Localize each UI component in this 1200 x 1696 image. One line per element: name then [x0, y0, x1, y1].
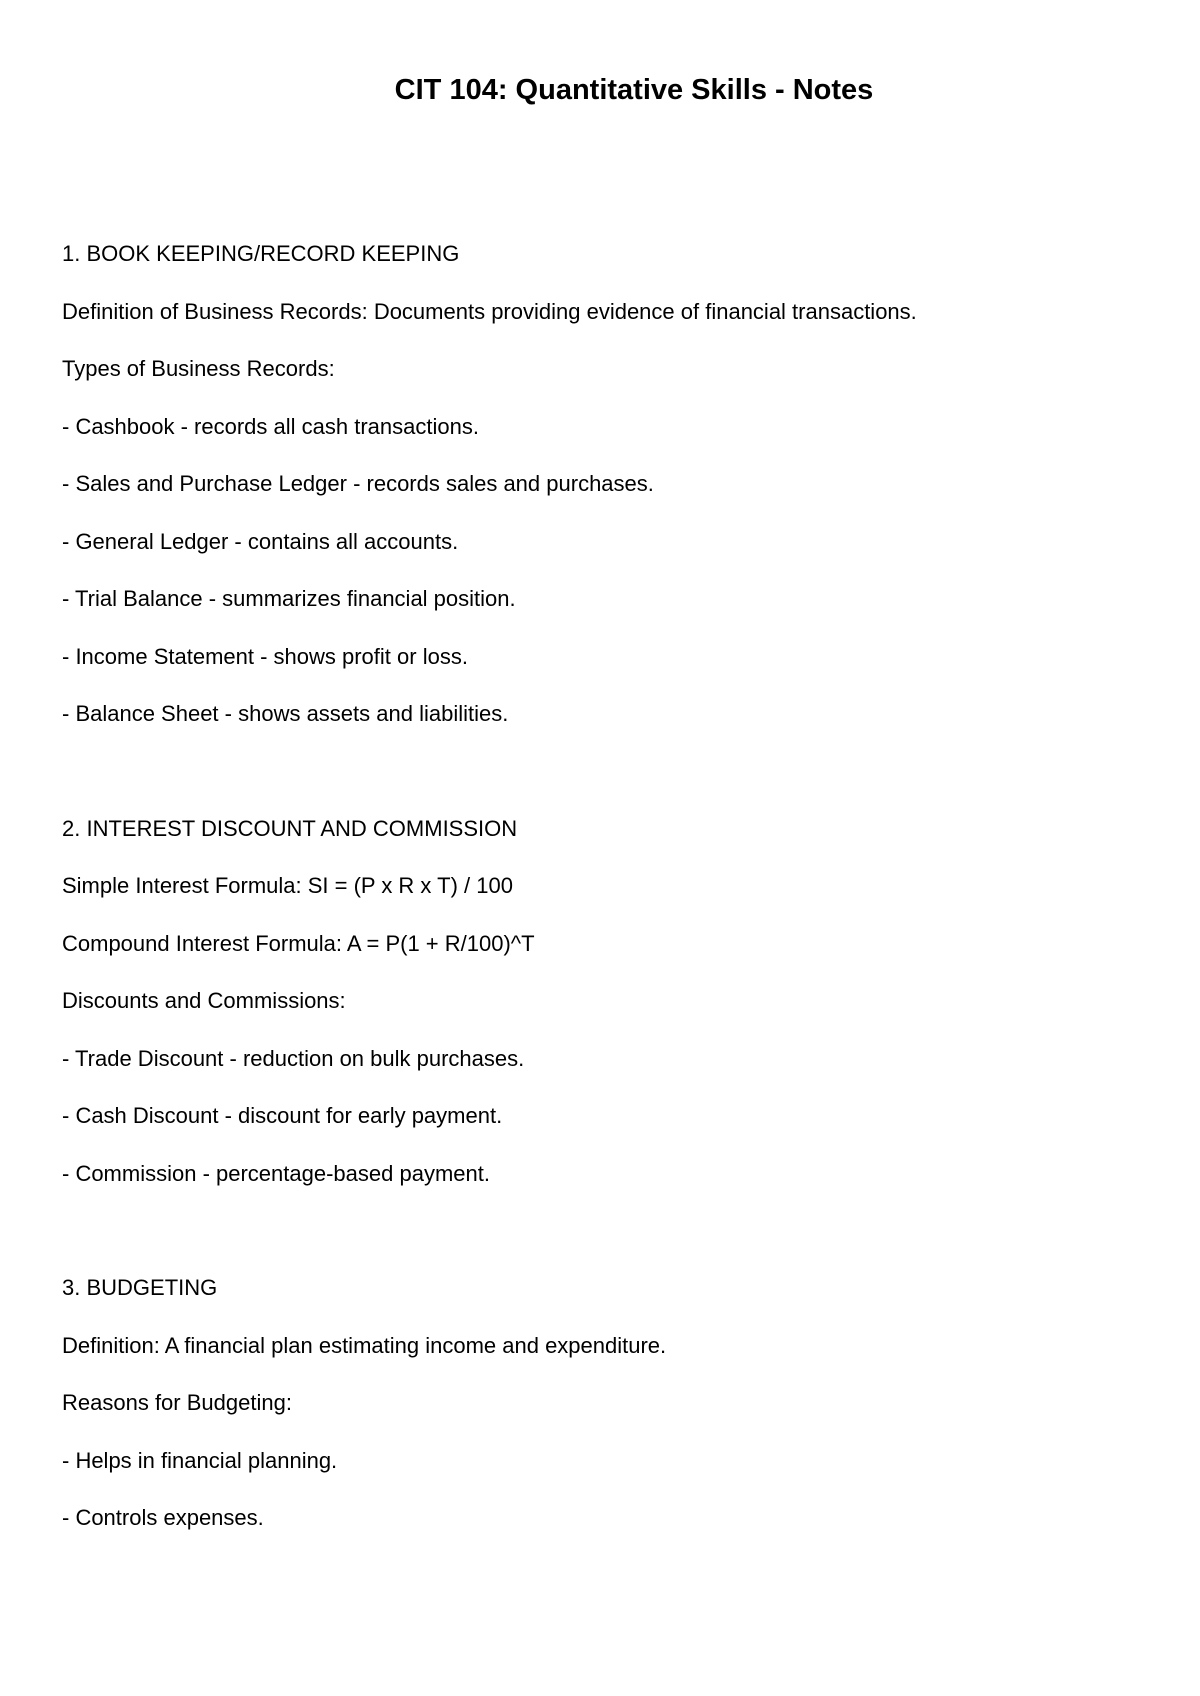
subheading: Types of Business Records:: [62, 356, 335, 381]
formula-compound-interest: Compound Interest Formula: A = P(1 + R/100)^T: [62, 930, 535, 956]
definition-text: Definition of Business Records: Documents providing evidence of financial transactions.: [62, 298, 917, 324]
subheading: Discounts and Commissions:: [62, 988, 346, 1013]
list-item: - Trial Balance - summarizes financial position.: [62, 586, 516, 611]
section-book-keeping: [62, 240, 1162, 728]
list-item: - Trade Discount - reduction on bulk purchases.: [62, 1045, 525, 1071]
section-heading: 1. BOOK KEEPING/RECORD KEEPING: [62, 241, 460, 266]
document-title: CIT 104: Quantitative Skills - Notes: [394, 74, 874, 106]
list-item: - Controls expenses.: [62, 1505, 264, 1530]
section-interest-discount-commission: [62, 815, 1162, 1188]
list-item: - Balance Sheet - shows assets and liabilities.: [62, 701, 509, 726]
section-heading: 2. INTEREST DISCOUNT AND COMMISSION: [62, 815, 518, 841]
subheading: Reasons for Budgeting:: [62, 1390, 292, 1415]
list-item: - Sales and Purchase Ledger - records sales and purchases.: [62, 471, 654, 496]
definition-text: Definition: A financial plan estimating income and expenditure.: [62, 1332, 667, 1358]
section-spacer: [62, 1217, 1162, 1274]
document-body: [62, 240, 1162, 1562]
section-spacer: [62, 758, 1162, 815]
list-item: - Income Statement - shows profit or loss.: [62, 643, 468, 669]
list-item: - General Ledger - contains all accounts.: [62, 528, 459, 554]
section-budgeting: [62, 1274, 1162, 1532]
list-item: - Commission - percentage-based payment.: [62, 1160, 490, 1186]
list-item: - Cash Discount - discount for early payment.: [62, 1103, 503, 1128]
list-item: - Cashbook - records all cash transactions.: [62, 413, 479, 439]
list-item: - Helps in financial planning.: [62, 1447, 338, 1473]
formula-simple-interest: Simple Interest Formula: SI = (P x R x T) / 100: [62, 873, 513, 898]
section-heading: 3. BUDGETING: [62, 1275, 218, 1300]
